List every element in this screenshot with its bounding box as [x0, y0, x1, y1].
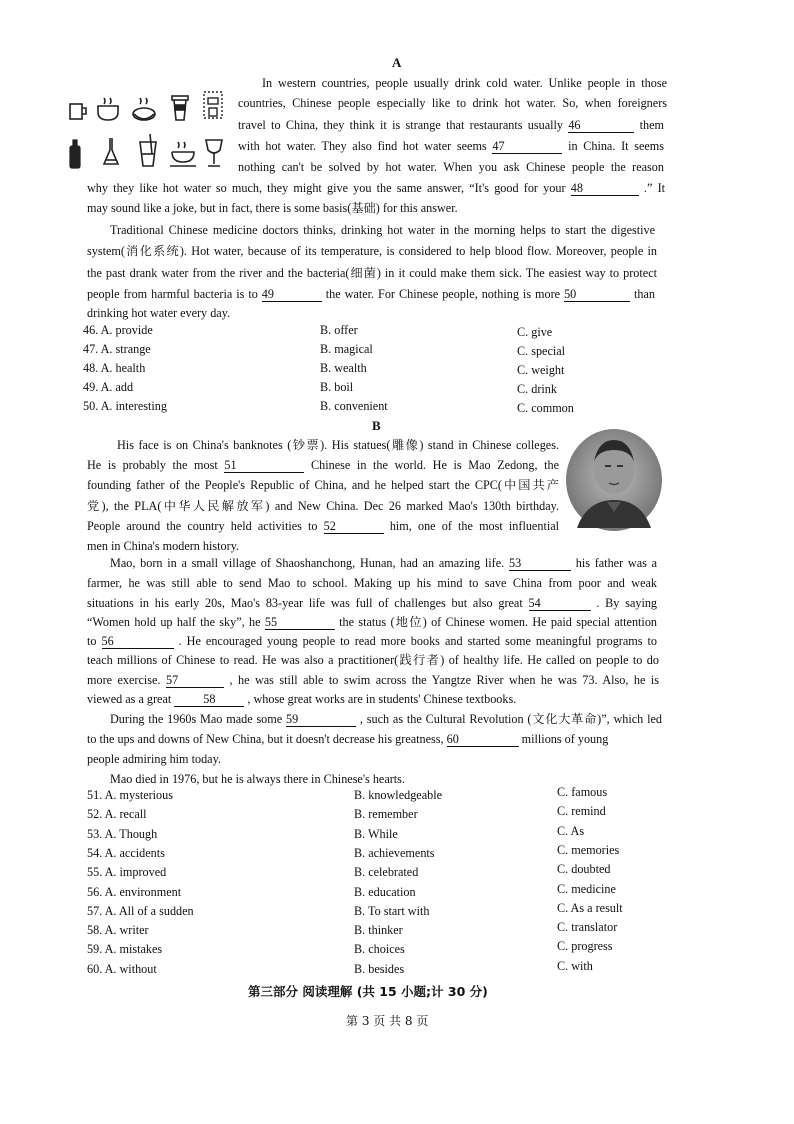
option-a: 49. A. add	[83, 380, 134, 394]
option-b: B. thinker	[354, 923, 403, 938]
answer-blank: 54	[529, 597, 591, 611]
passage-line	[238, 118, 664, 133]
passage-line	[87, 478, 559, 493]
passage-line	[87, 596, 657, 611]
page-number: 第 3 页 共 8 页	[346, 1014, 429, 1028]
option-a: 53. A. Though	[87, 826, 158, 841]
answer-blank: 49	[262, 288, 322, 302]
answer-blank: 52	[324, 520, 384, 534]
option-b: B. While	[354, 826, 398, 841]
passage-text: to the ups and downs of New China, but it doesn't decrease his greatness,	[87, 732, 444, 746]
passage-line	[87, 732, 609, 747]
passage-text: people admiring him today.	[87, 752, 221, 766]
option-b: B. remember	[354, 807, 418, 822]
answer-blank: 57	[166, 674, 224, 688]
passage-a-heading: A	[392, 55, 402, 70]
passage-text: Mao, born in a small village of Shaoshanchong, Hunan, had an amazing life.	[110, 556, 505, 570]
passage-text: His face is on China's banknotes (钞票). His statues(雕像) stand in Chinese colleges.	[117, 438, 559, 452]
passage-line	[87, 634, 657, 649]
coffee-machine-icon	[204, 92, 222, 118]
option-a: 57. A. All of a sudden	[87, 903, 194, 918]
passage-text: , whose great works are in students' Chinese textbooks.	[247, 692, 517, 706]
option-c: C. progress	[557, 939, 613, 954]
option-b: B. boil	[320, 380, 354, 394]
option-a: 54. A. accidents	[87, 845, 165, 860]
passage-text: farmer, he was still able to send Mao to school. Making up his mind to save China from poor and weak	[87, 576, 657, 590]
passage-text: the past drank water from the river and the bacteria(细菌) in it could make them sick. The easiest way to protect	[87, 266, 657, 280]
passage-line	[238, 139, 664, 154]
passage-text: men in China's modern history.	[87, 539, 240, 553]
answer-blank: 58	[174, 693, 244, 707]
part-three-heading: 第三部分 阅读理解 (共 15 小题;计 30 分)	[248, 984, 488, 999]
passage-line	[87, 287, 655, 302]
passage-line	[110, 223, 655, 238]
passage-text: system(消化系统). Hot water, because of its temperature, is considered to help blood flow. Moreover, people in	[87, 244, 657, 258]
option-a: 50. A. interesting	[83, 399, 167, 413]
option-c: C. medicine	[557, 881, 616, 896]
juice-glass-icon	[140, 134, 156, 166]
passage-line	[87, 499, 559, 514]
passage-text: Chinese in the world. He is Mao Zedong, the	[311, 458, 560, 472]
passage-line	[87, 519, 559, 534]
passage-line	[110, 712, 662, 727]
tea-cup-icon	[170, 142, 196, 166]
option-b: B. knowledgeable	[354, 788, 442, 802]
passage-line	[87, 458, 559, 473]
passage-text: to	[87, 634, 97, 648]
answer-blank: 60	[447, 733, 519, 747]
passage-text: people from harmful bacteria is to	[87, 287, 258, 301]
passage-text: him, one of the most influential	[389, 519, 560, 533]
passage-text: . He encouraged young people to read more books and started some meaningful programs to	[178, 634, 658, 648]
option-a: 48. A. health	[83, 361, 146, 375]
option-a: 59. A. mistakes	[87, 942, 163, 957]
passage-text: Traditional Chinese medicine doctors thinks, drinking hot water in the morning helps to start the digestive	[110, 223, 655, 237]
option-c: C. remind	[557, 804, 606, 819]
option-c: C. special	[517, 344, 566, 358]
cup-icon	[70, 104, 86, 119]
option-b: B. achievements	[354, 845, 435, 860]
option-a: 60. A. without	[87, 961, 157, 976]
option-a: 46. A. provide	[83, 323, 153, 337]
passage-line	[87, 653, 659, 668]
option-a: 58. A. writer	[87, 923, 149, 938]
passage-line	[87, 576, 657, 591]
bottle-icon	[70, 140, 80, 168]
passage-text: millions of young	[521, 732, 609, 746]
passage-line	[110, 772, 405, 787]
option-c: C. weight	[517, 363, 565, 377]
option-a: 52. A. recall	[87, 807, 147, 822]
option-c: C. doubted	[557, 862, 611, 877]
answer-blank: 53	[509, 557, 571, 571]
option-a: 56. A. environment	[87, 884, 182, 899]
passage-text: may sound like a joke, but in fact, there is some basis(基础) for this answer.	[87, 201, 458, 215]
option-c: C. with	[557, 958, 593, 973]
passage-text: teach millions of Chinese to read. He was also a practitioner(践行者) of healthy life. He called on people to do	[87, 653, 659, 667]
option-b: B. offer	[320, 323, 358, 337]
passage-text: founding father of the People's Republic of China, and he helped start the CPC(中国共产	[87, 478, 559, 492]
option-b: B. celebrated	[354, 865, 419, 880]
flask-icon	[104, 138, 118, 164]
option-c: C. give	[517, 325, 553, 339]
answer-blank: 50	[564, 288, 630, 302]
passage-text: with hot water. They also find hot water seems	[238, 139, 487, 153]
option-c: C. drink	[517, 382, 557, 396]
passage-line	[238, 160, 664, 175]
option-b: B. convenient	[320, 399, 388, 413]
drink-icons-illustration	[64, 90, 234, 176]
passage-line	[110, 556, 657, 571]
passage-line	[87, 266, 657, 281]
passage-text: . By saying	[596, 596, 658, 610]
option-b: B. To start with	[354, 903, 430, 918]
passage-line	[87, 673, 659, 688]
passage-text: drinking hot water every day.	[87, 306, 231, 320]
passage-text: the water. For Chinese people, nothing is more	[325, 287, 561, 301]
passage-text: countries, Chinese people especially like to drink hot water. So, when foreigners	[238, 96, 667, 110]
passage-text: viewed as a great	[87, 692, 172, 706]
passage-line	[87, 181, 665, 196]
option-c: C. translator	[557, 920, 618, 935]
passage-line	[87, 201, 458, 216]
option-a: 55. A. improved	[87, 865, 167, 880]
passage-text: 党), the PLA(中华人民解放军) and New China. Dec 26 marked Mao's 130th birthday.	[87, 499, 559, 513]
passage-text: travel to China, they think it is strange that restaurants usually	[238, 118, 563, 132]
passage-text: his father was a	[575, 556, 658, 570]
answer-blank: 56	[102, 635, 174, 649]
option-a: 47. A. strange	[83, 342, 151, 356]
answer-blank: 46	[568, 119, 634, 133]
option-c: C. common	[517, 401, 574, 415]
passage-text: them	[639, 118, 665, 132]
passage-text: People around the country held activities to	[87, 519, 318, 533]
passage-text: why they like hot water so much, they might give you the same answer, “It's good for your	[87, 181, 566, 195]
option-c: C. memories	[557, 842, 620, 857]
option-b: B. magical	[320, 342, 373, 356]
answer-blank: 51	[224, 459, 304, 473]
passage-line	[262, 76, 667, 91]
passage-text: Mao died in 1976, but he is always there in Chinese's hearts.	[110, 772, 405, 786]
option-c: C. As	[557, 823, 585, 838]
option-b: B. besides	[354, 961, 405, 976]
option-c: C. As a result	[557, 900, 623, 915]
passage-text: nothing can't be solved by hot water. When you ask Chinese people the reason	[238, 160, 664, 174]
passage-line	[87, 306, 230, 321]
option-a: 51. A. mysterious	[87, 788, 173, 802]
passage-text: than	[634, 287, 656, 301]
mao-portrait-photo	[565, 428, 663, 532]
passage-line	[87, 692, 516, 707]
passage-text: the status (地位) of Chinese women. He paid special attention	[339, 615, 658, 629]
steaming-mug-icon	[98, 98, 118, 120]
option-b: B. wealth	[320, 361, 367, 375]
passage-text: .” It	[643, 181, 666, 195]
answer-blank: 55	[265, 616, 335, 630]
option-c: C. famous	[557, 785, 608, 799]
passage-text: more exercise.	[87, 673, 161, 687]
passage-text: He is probably the most	[87, 458, 218, 472]
answer-blank: 48	[571, 182, 639, 196]
passage-text: , such as the Cultural Revolution (文化大革命)”, which led	[359, 712, 662, 726]
answer-blank: 59	[286, 713, 356, 727]
passage-text: , he was still able to swim across the Yangtze River when he was 73. Also, he is	[229, 673, 660, 687]
option-b: B. education	[354, 884, 416, 899]
passage-line	[87, 539, 239, 554]
wine-glass-icon	[206, 140, 222, 166]
passage-b-heading: B	[372, 418, 381, 433]
passage-line	[117, 438, 559, 453]
passage-line	[87, 244, 657, 259]
passage-line	[87, 615, 657, 630]
option-b: B. choices	[354, 942, 405, 957]
passage-line	[87, 752, 221, 767]
passage-text: situations in his early 20s, Mao's 83-year life was full of challenges but also great	[87, 596, 523, 610]
takeaway-cup-icon	[172, 96, 188, 120]
passage-text: In western countries, people usually drink cold water. Unlike people in those	[262, 76, 667, 90]
passage-text: During the 1960s Mao made some	[110, 712, 283, 726]
answer-blank: 47	[492, 140, 562, 154]
passage-text: “Women hold up half the sky”, he	[87, 615, 261, 629]
passage-text: in China. It seems	[568, 139, 664, 153]
passage-line	[238, 96, 667, 111]
coffee-cup-icon	[133, 98, 155, 120]
